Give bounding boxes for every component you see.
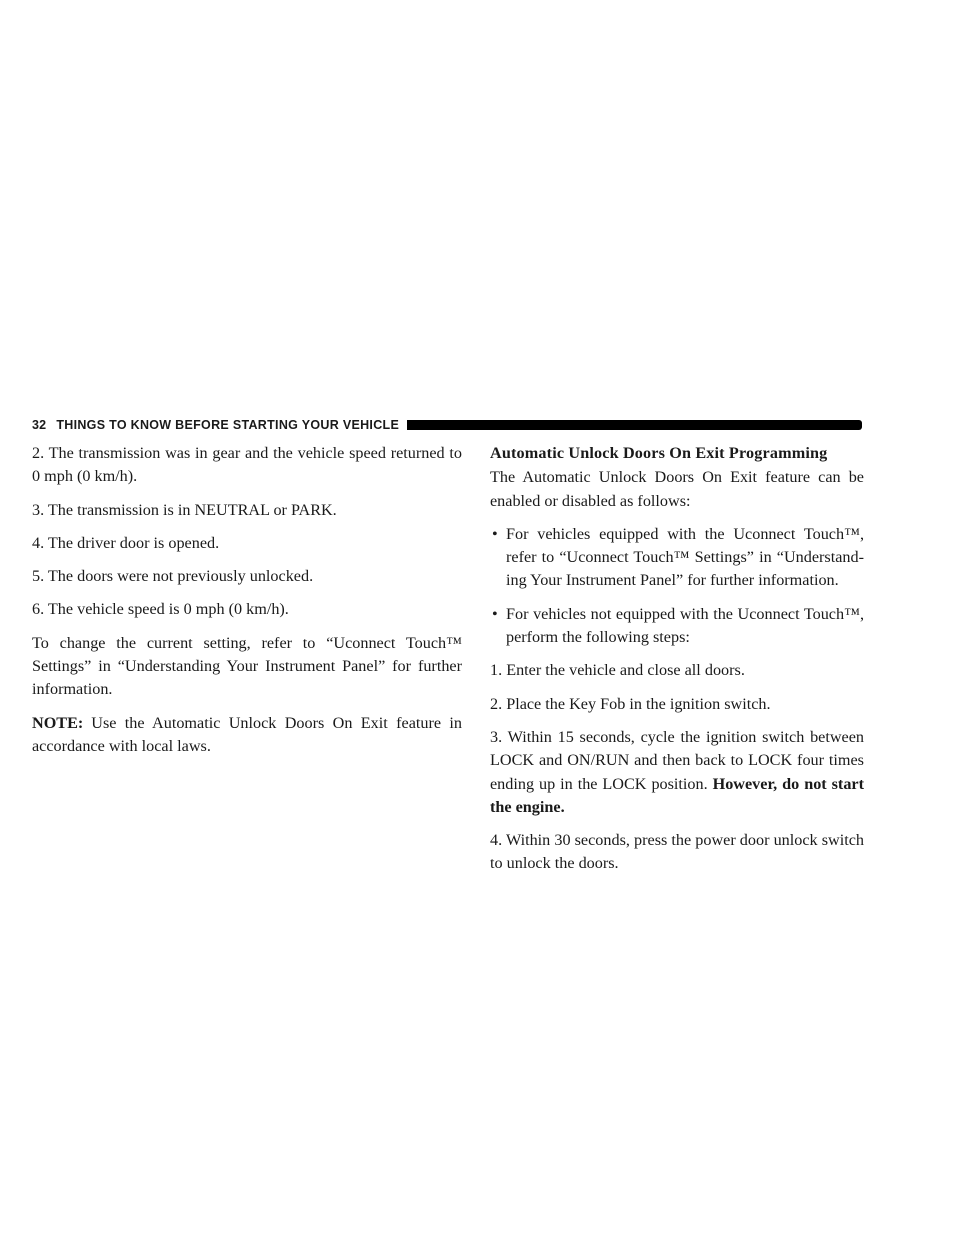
page-header: [32, 418, 862, 432]
bullet-icon: •: [492, 604, 498, 623]
page-number: 32: [32, 418, 47, 432]
header-rule: [407, 420, 862, 430]
condition-4: 4. The driver door is opened.: [32, 533, 220, 552]
condition-2: 2. The transmission was in gear and the vehicle speed returned to 0 mph (0 km/h).: [32, 444, 462, 486]
left-column: [32, 442, 462, 768]
bullet-icon: •: [492, 524, 498, 543]
bullet-item: [490, 523, 864, 593]
step-3-warning: However, do not start the engine.: [490, 774, 864, 816]
right-column: [490, 442, 864, 886]
bullet-text: For vehicles not equipped with the Uconnect Touch™, perform the following steps:: [506, 604, 864, 647]
note-paragraph: [32, 712, 462, 759]
bullet-item: [490, 603, 864, 650]
bullet-text: For vehicles equipped with the Uconnect Touch™, refer to “Uconnect Touch™ Settings” in “Understand-ing Your Instrument Panel” for further information.: [506, 524, 864, 590]
step-3: [490, 726, 864, 819]
condition-5: 5. The doors were not previously unlocked.: [32, 567, 314, 586]
step-2: 2. Place the Key Fob in the ignition switch.: [490, 694, 771, 713]
section-title: THINGS TO KNOW BEFORE STARTING YOUR VEHICLE: [56, 418, 400, 432]
change-setting-paragraph: To change the current setting, refer to “Uconnect Touch™ Settings” in “Understanding Your Instrument Panel” for further information.: [32, 633, 462, 699]
intro-paragraph: The Automatic Unlock Doors On Exit feature can be enabled or disabled as follows:: [490, 468, 864, 510]
note-label: NOTE:: [32, 713, 84, 732]
section-heading: Automatic Unlock Doors On Exit Programming: [490, 444, 828, 462]
condition-6: 6. The vehicle speed is 0 mph (0 km/h).: [32, 600, 289, 619]
note-text: Use the Automatic Unlock Doors On Exit feature in accordance with local laws.: [32, 713, 462, 755]
step-4: 4. Within 30 seconds, press the power door unlock switch to unlock the doors.: [490, 831, 864, 873]
step-1: 1. Enter the vehicle and close all doors.: [490, 661, 745, 680]
step-3-text: 3. Within 15 seconds, cycle the ignition switch between LOCK and ON/RUN and then back to LOCK four times ending up in the LOCK position.: [490, 727, 864, 793]
condition-3: 3. The transmission is in NEUTRAL or PARK.: [32, 500, 337, 519]
